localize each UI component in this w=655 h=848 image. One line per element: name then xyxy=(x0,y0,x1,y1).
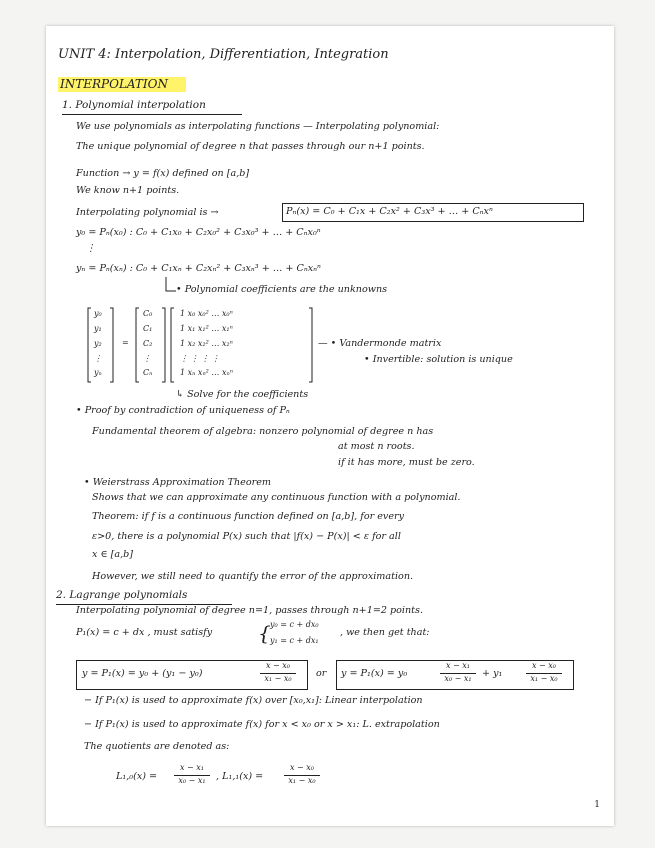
c-entry: ⋮ xyxy=(143,354,151,363)
box2-mid: + y₁ xyxy=(482,668,503,679)
y-entry: ⋮ xyxy=(94,354,102,363)
fraction-denominator: x₀ − x₁ xyxy=(444,674,472,683)
subsection-underline xyxy=(62,114,242,115)
equation-line: yₙ = Pₙ(xₙ) : C₀ + C₁xₙ + C₂xₙ² + C₃xₙ³ + … + Cₙxₙⁿ xyxy=(76,263,321,274)
fraction-numerator: x − x₁ xyxy=(445,661,471,670)
y-entry: yₙ xyxy=(94,368,102,377)
vandermonde-row: 1 xₙ xₙ² … xₙⁿ xyxy=(180,368,233,377)
pn-formula: Pₙ(x) = C₀ + C₁x + C₂x² + C₃x³ + … + Cₙxⁿ xyxy=(286,206,493,217)
y-entry: y₀ xyxy=(94,309,102,318)
note-line: We use polynomials as interpolating functions — Interpolating polynomial: xyxy=(76,121,440,132)
subsection-lagrange: 2. Lagrange polynomials xyxy=(56,589,188,601)
vandermonde-row: 1 x₁ x₁² … x₁ⁿ xyxy=(180,324,233,333)
vandermonde-row: 1 x₂ x₂² … x₂ⁿ xyxy=(180,339,233,348)
section-title: INTERPOLATION xyxy=(60,77,169,91)
vandermonde-system xyxy=(86,306,316,386)
note-line: , we then get that: xyxy=(340,627,430,638)
fraction-numerator: x − x₀ xyxy=(531,661,557,670)
note-line: • Weierstrass Approximation Theorem xyxy=(84,477,271,488)
note-line: However, we still need to quantify the error of the approximation. xyxy=(92,571,414,582)
note-line: The quotients are denoted as: xyxy=(84,741,230,752)
system-eq: y₁ = c + dx₁ xyxy=(270,636,319,645)
fraction-denominator: x₁ − x₀ xyxy=(288,776,316,785)
box2-lhs: y = P₁(x) = y₀ xyxy=(341,668,408,679)
note-line: We know n+1 points. xyxy=(76,185,180,196)
fraction-denominator: x₁ − x₀ xyxy=(264,674,292,683)
invertible-note: • Invertible: solution is unique xyxy=(364,354,513,365)
note-line: − If P₁(x) is used to approximate f(x) for x < x₀ or x > x₁: L. extrapolation xyxy=(84,719,440,730)
fraction-numerator: x − x₀ xyxy=(265,661,291,670)
notebook-page xyxy=(46,26,614,826)
vandermonde-row: 1 x₀ x₀² … x₀ⁿ xyxy=(180,309,233,318)
equation-line: y₀ = Pₙ(x₀) : C₀ + C₁x₀ + C₂x₀² + C₃x₀³ + … + Cₙx₀ⁿ xyxy=(76,227,321,238)
fraction-denominator: x₀ − x₁ xyxy=(178,776,206,785)
or-text: or xyxy=(316,668,327,679)
equals-sign: = xyxy=(122,338,129,347)
note-line: • Proof by contradiction of uniqueness of Pₙ xyxy=(76,405,290,416)
note-line: Fundamental theorem of algebra: nonzero polynomial of degree n has xyxy=(92,426,434,437)
c-entry: C₂ xyxy=(143,339,153,348)
note-line: P₁(x) = c + dx , must satisfy xyxy=(76,627,213,638)
note-line: The unique polynomial of degree n that passes through our n+1 points. xyxy=(76,141,425,152)
unit-title: UNIT 4: Interpolation, Differentiation, Integration xyxy=(58,47,389,62)
vandermonde-row: ⋮ ⋮ ⋮ ⋮ xyxy=(180,354,220,363)
brace: { xyxy=(258,621,271,645)
fraction-numerator: x − x₁ xyxy=(179,763,205,772)
note-line: Interpolating polynomial is → xyxy=(76,207,219,218)
vertical-dots: ⋮ xyxy=(86,243,96,254)
y-entry: y₁ xyxy=(94,324,102,333)
note-line: at most n roots. xyxy=(338,441,415,452)
note-line: Interpolating polynomial of degree n=1, passes through n+1=2 points. xyxy=(76,605,424,616)
note-line: Shows that we can approximate any continuous function with a polynomial. xyxy=(92,492,461,503)
note-line: • Polynomial coefficients are the unknowns xyxy=(176,284,388,295)
note-line: − If P₁(x) is used to approximate f(x) over [x₀,x₁]: Linear interpolation xyxy=(84,695,423,706)
y-entry: y₂ xyxy=(94,339,102,348)
subsection-polynomial-interpolation: 1. Polynomial interpolation xyxy=(62,99,206,111)
note-line: ↳ Solve for the coefficients xyxy=(176,389,309,400)
system-eq: y₀ = c + dx₀ xyxy=(270,620,319,629)
page-number: 1 xyxy=(594,800,600,810)
box1-lhs: y = P₁(x) = y₀ + (y₁ − y₀) xyxy=(82,668,203,679)
c-entry: C₁ xyxy=(143,324,153,333)
note-line: if it has more, must be zero. xyxy=(338,457,475,468)
note-line: Theorem: if f is a continuous function defined on [a,b], for every xyxy=(92,511,405,522)
c-entry: C₀ xyxy=(143,309,153,318)
fraction-numerator: x − x₀ xyxy=(289,763,315,772)
c-entry: Cₙ xyxy=(143,368,153,377)
vandermonde-note: — • Vandermonde matrix xyxy=(318,338,442,349)
note-line: Function → y = f(x) defined on [a,b] xyxy=(76,168,250,179)
fraction-denominator: x₁ − x₀ xyxy=(530,674,558,683)
quotient-l10-lhs: L₁,₀(x) = xyxy=(116,771,158,782)
note-line: ε>0, there is a polynomial P(x) such that |f(x) − P(x)| < ε for all xyxy=(92,531,401,542)
quotient-l11-lhs: , L₁,₁(x) = xyxy=(216,771,264,782)
note-line: x ∈ [a,b] xyxy=(92,549,134,560)
